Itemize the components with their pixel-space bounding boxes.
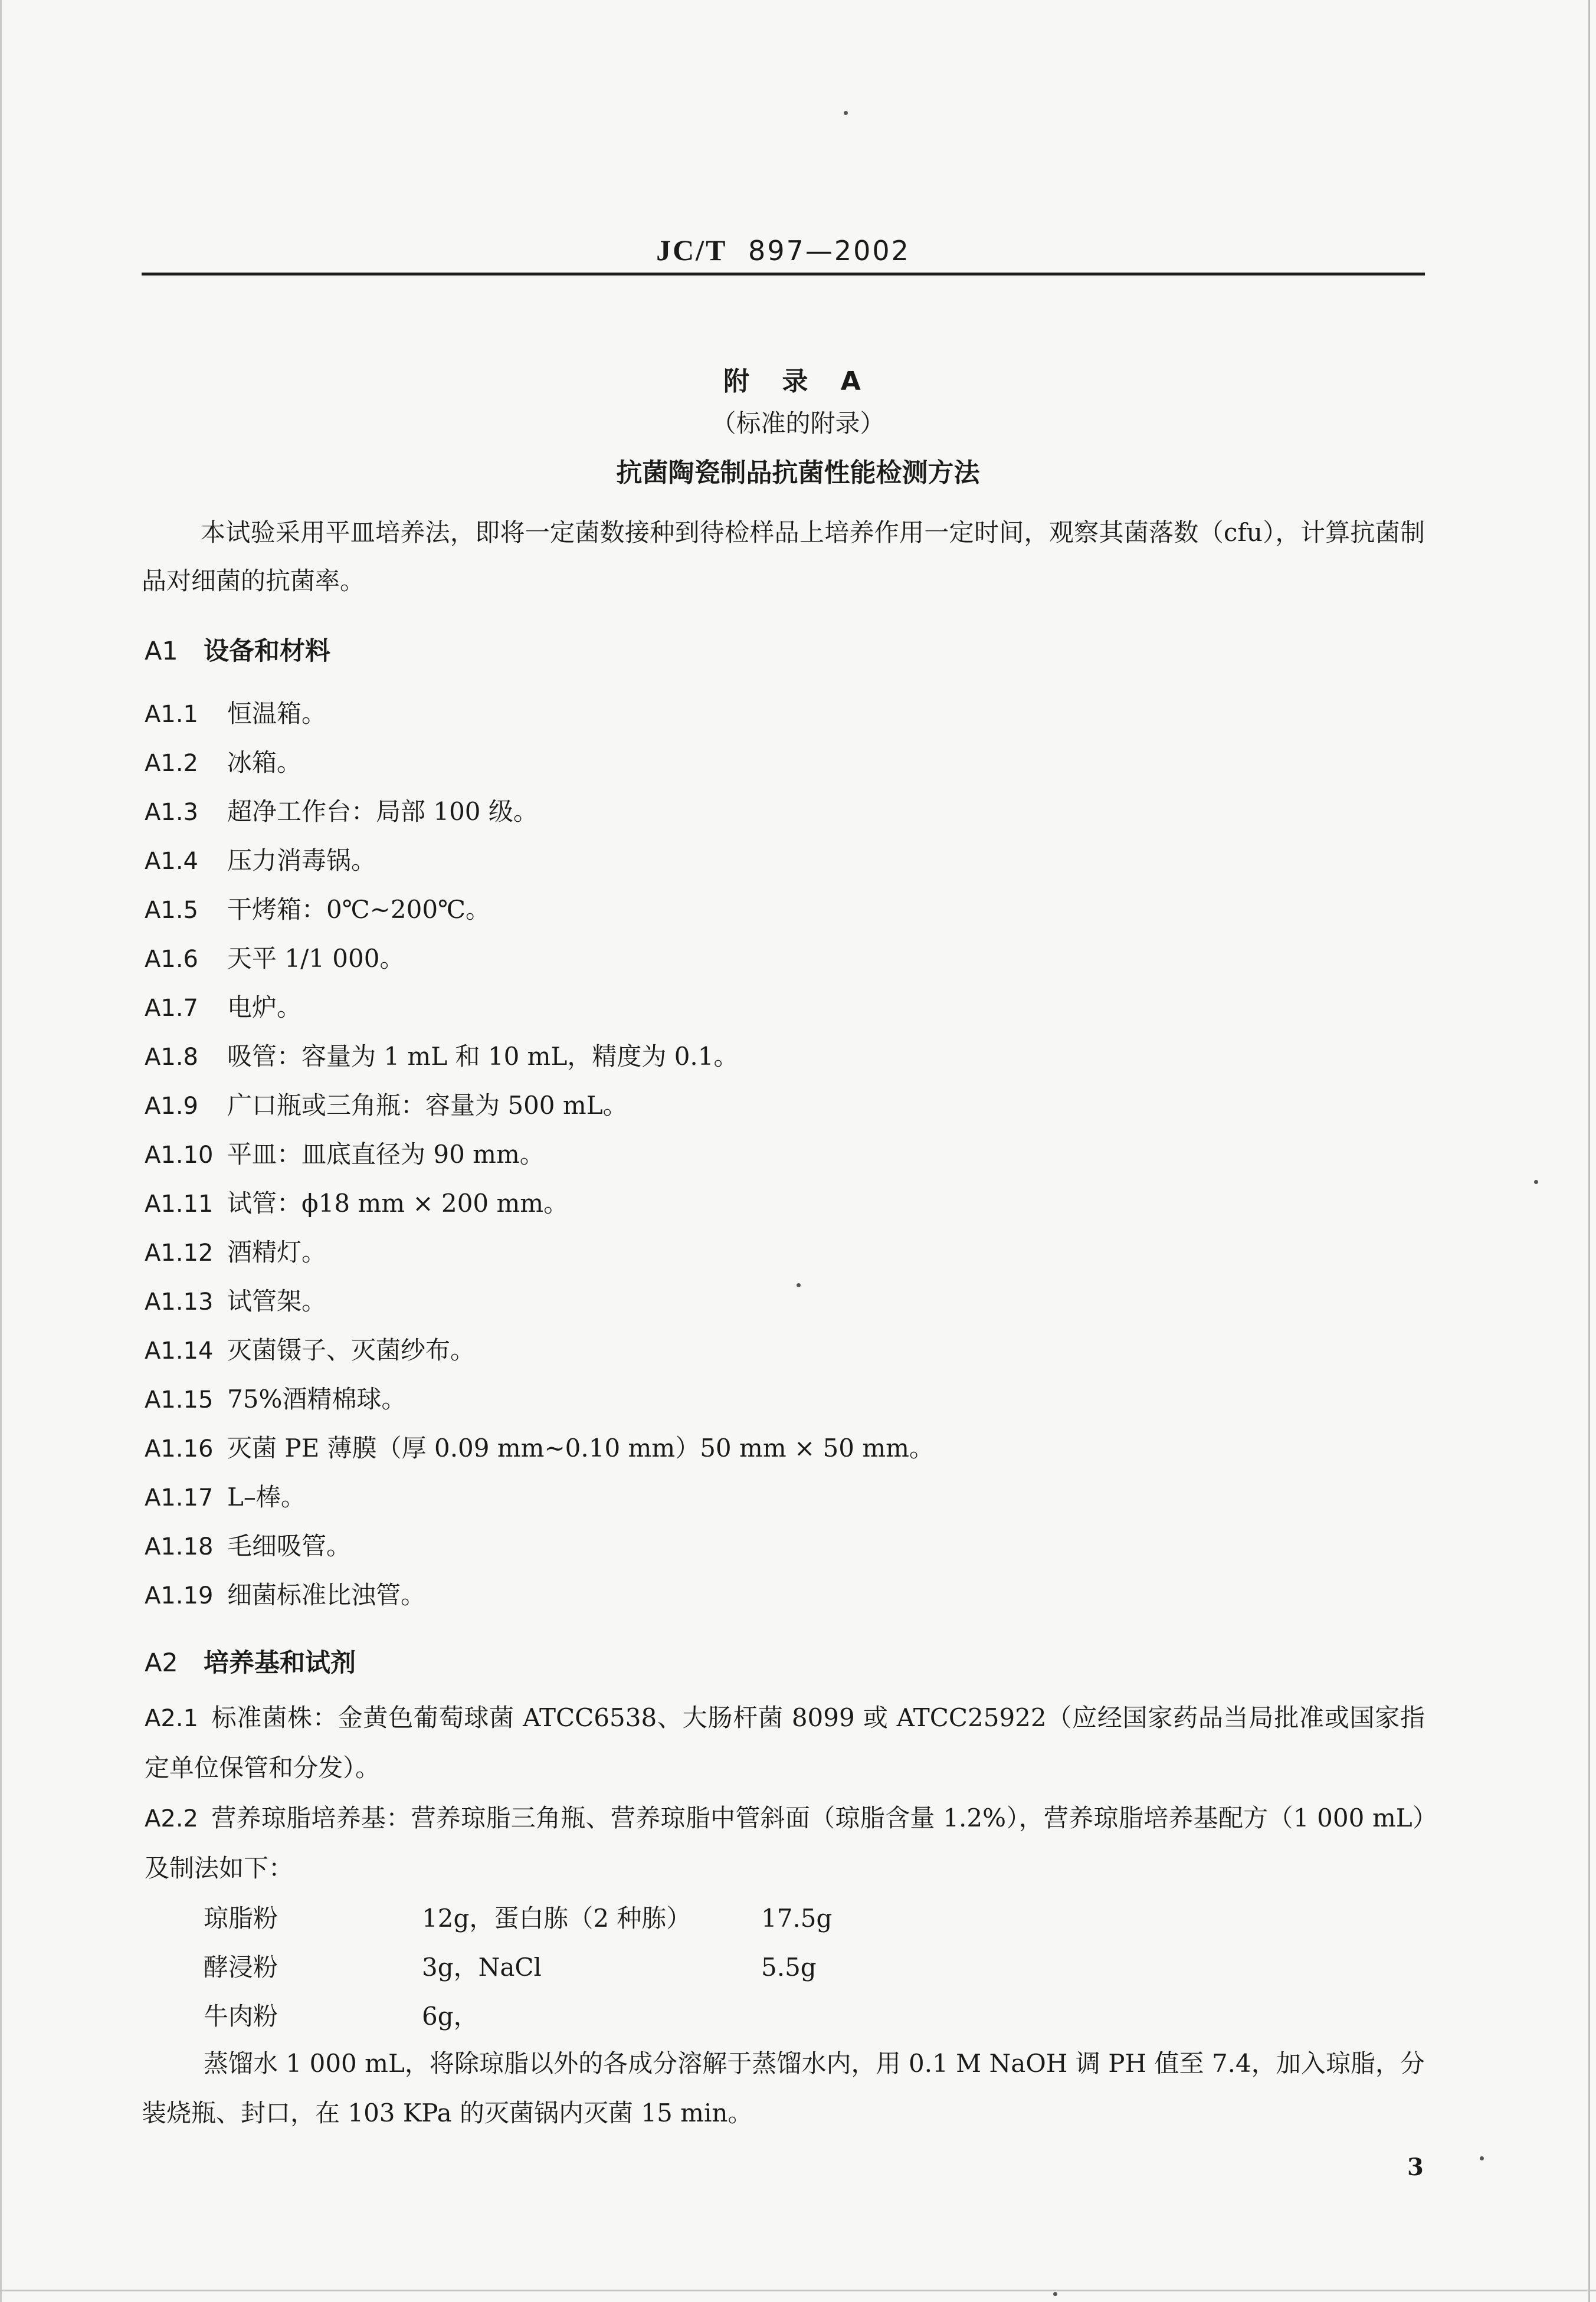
- section-number: A1: [145, 637, 178, 666]
- item-number: A1.6: [145, 946, 198, 973]
- ingredient-extra: 17.5g: [761, 1904, 833, 1933]
- appendix-label: 附 录 A: [723, 366, 873, 396]
- list-item: [145, 1480, 306, 1515]
- list-item: [145, 892, 490, 927]
- scan-speck: [844, 111, 848, 115]
- ingredient-name: 琼脂粉: [204, 1904, 278, 1933]
- list-item: [145, 745, 301, 781]
- item-text: 细菌标准比浊管。: [227, 1580, 426, 1609]
- item-text: 压力消毒锅。: [227, 846, 376, 875]
- paragraph-text: 营养琼脂培养基：营养琼脂三角瓶、营养琼脂中管斜面（琼脂含量 1.2%），营养琼脂培养基配方（1 000 mL）及制法如下：: [145, 1803, 1425, 1883]
- item-number: A1.16: [145, 1435, 214, 1462]
- item-text: 干烤箱：0℃~200℃。: [227, 895, 491, 924]
- list-item: [145, 1284, 326, 1319]
- item-text: 试管：ϕ18 mm × 200 mm。: [227, 1189, 569, 1218]
- standard-number: 897—2002: [748, 235, 910, 267]
- item-number: A1.7: [145, 995, 198, 1022]
- item-text: 广口瓶或三角瓶：容量为 500 mL。: [227, 1091, 628, 1120]
- ingredient-name: 牛肉粉: [204, 2002, 278, 2031]
- list-item: [145, 1578, 425, 1613]
- paragraph-a2-1: [145, 1693, 1425, 1793]
- item-text: L–棒。: [227, 1483, 306, 1511]
- list-item: [145, 696, 326, 732]
- item-number: A1.10: [145, 1142, 214, 1169]
- item-number: A1.8: [145, 1044, 198, 1071]
- list-item: [145, 1382, 406, 1417]
- ingredient-amount: 3g，NaCl: [422, 1953, 542, 1982]
- item-text: 冰箱。: [227, 748, 302, 777]
- item-number: A1.5: [145, 897, 198, 924]
- item-number: A1.15: [145, 1386, 214, 1414]
- item-text: 75%酒精棉球。: [227, 1385, 407, 1414]
- item-text: 毛细吸管。: [227, 1532, 352, 1560]
- item-number: A1.2: [145, 750, 198, 777]
- ingredient-name: 酵浸粉: [204, 1953, 278, 1982]
- list-item: [145, 794, 538, 829]
- list-item: [145, 1529, 351, 1564]
- ingredient-extra: 5.5g: [761, 1953, 817, 1982]
- item-number: A1.9: [145, 1093, 198, 1120]
- item-text: 电炉。: [227, 993, 302, 1022]
- list-item: [145, 1186, 568, 1221]
- list-item: [145, 1333, 475, 1368]
- section-number: A2: [145, 1648, 178, 1678]
- item-number: A1.11: [145, 1191, 214, 1218]
- ingredient-amount: 6g，: [422, 2002, 479, 2031]
- item-text: 天平 1/1 000。: [227, 944, 405, 973]
- list-item: [145, 990, 301, 1025]
- list-item: [145, 1088, 628, 1123]
- scan-edge-left: [0, 0, 2, 2302]
- page-number: 3: [1407, 2153, 1424, 2181]
- list-item: [145, 1431, 934, 1466]
- section-a2-heading: [145, 1643, 356, 1679]
- section-title: 设备和材料: [204, 637, 330, 666]
- standard-code: JC/T: [656, 234, 727, 267]
- ingredient-amount: 12g，蛋白胨（2 种胨）: [422, 1904, 692, 1933]
- item-text: 超净工作台：局部 100 级。: [227, 797, 538, 826]
- scan-speck: [1480, 2156, 1484, 2160]
- item-number: A1.3: [145, 799, 198, 826]
- item-number: A1.12: [145, 1239, 214, 1267]
- scan-speck: [797, 1283, 801, 1287]
- document-header: [142, 233, 1425, 267]
- list-item: [145, 1235, 326, 1270]
- section-a1-heading: [145, 631, 330, 667]
- header-rule: [142, 273, 1425, 276]
- section-title: 培养基和试剂: [204, 1648, 356, 1678]
- appendix-title: 抗菌陶瓷制品抗菌性能检测方法: [616, 458, 980, 488]
- scan-speck: [1053, 2292, 1057, 2296]
- item-number: A1.1: [145, 701, 198, 728]
- item-text: 灭菌镊子、灭菌纱布。: [227, 1336, 476, 1365]
- item-number: A1.14: [145, 1337, 214, 1365]
- scan-speck: [1534, 1180, 1538, 1184]
- list-item: [145, 941, 404, 976]
- item-text: 灭菌 PE 薄膜（厚 0.09 mm~0.10 mm）50 mm × 50 mm。: [227, 1434, 934, 1462]
- intro-paragraph: 本试验采用平皿培养法，即将一定菌数接种到待检样品上培养作用一定时间，观察其菌落数（cfu），计算抗菌制品对细菌的抗菌率。: [142, 518, 1425, 595]
- list-item: [145, 1039, 739, 1074]
- paragraph-number: A2.2: [145, 1805, 198, 1832]
- item-text: 试管架。: [227, 1287, 327, 1316]
- item-text: 恒温箱。: [227, 699, 327, 728]
- item-text: 吸管：容量为 1 mL 和 10 mL，精度为 0.1。: [227, 1042, 739, 1071]
- item-number: A1.4: [145, 848, 198, 875]
- item-text: 酒精灯。: [227, 1238, 327, 1267]
- list-item: [145, 843, 376, 878]
- item-number: A1.19: [145, 1582, 214, 1609]
- paragraph-number: A2.1: [145, 1705, 198, 1732]
- preparation-paragraph: 蒸馏水 1 000 mL，将除琼脂以外的各成分溶解于蒸馏水内，用 0.1 M NaOH 调 PH 值至 7.4，加入琼脂，分装烧瓶、封口，在 103 KPa 的灭菌锅内灭菌 15 min。: [142, 2049, 1425, 2127]
- paragraph-text: 标准菌株：金黄色葡萄球菌 ATCC6538、大肠杆菌 8099 或 ATCC25922（应经国家药品当局批准或国家指定单位保管和分发）。: [145, 1703, 1425, 1782]
- scan-edge-right: [1588, 0, 1590, 2302]
- list-item: [145, 1137, 545, 1172]
- item-number: A1.18: [145, 1533, 214, 1560]
- item-text: 平皿：皿底直径为 90 mm。: [227, 1140, 545, 1169]
- item-number: A1.17: [145, 1484, 214, 1511]
- paragraph-a2-2: [145, 1793, 1425, 1893]
- appendix-subtitle: （标准的附录）: [711, 409, 885, 438]
- scan-edge-bottom: [0, 2290, 1596, 2291]
- item-number: A1.13: [145, 1288, 214, 1316]
